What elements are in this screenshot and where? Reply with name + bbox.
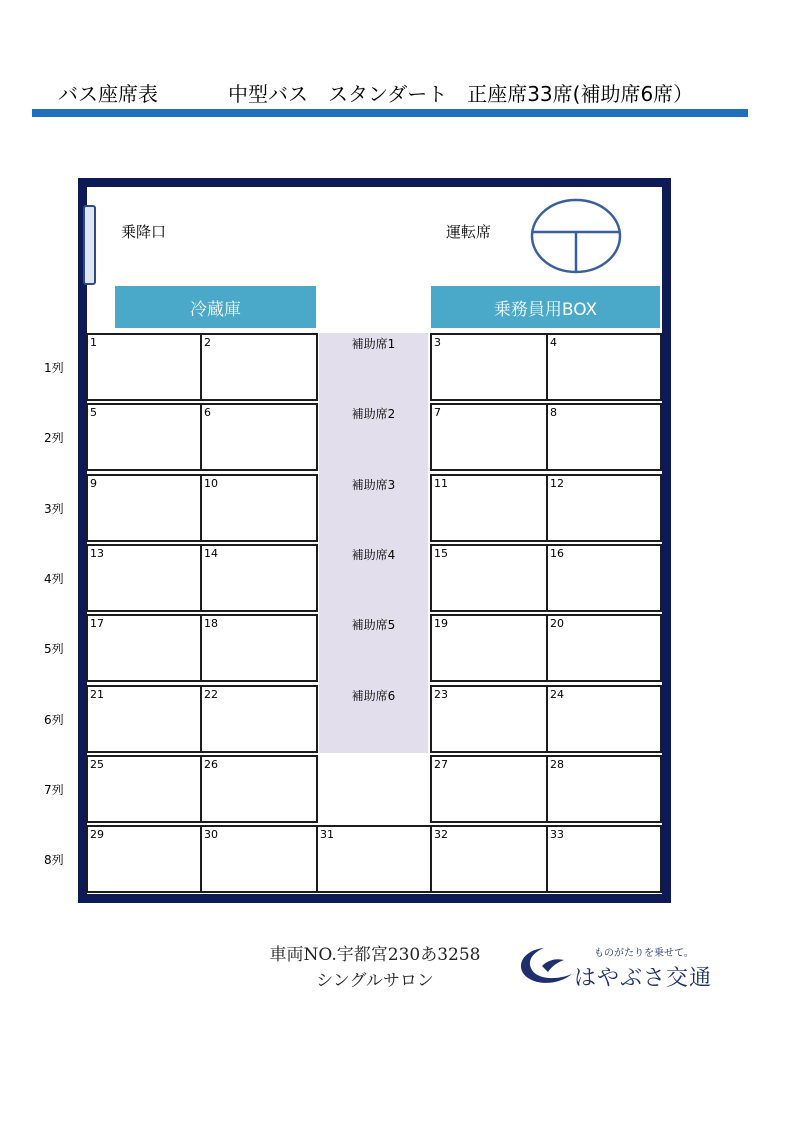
seat-number: 12 xyxy=(550,477,564,490)
seat-number: 25 xyxy=(90,758,104,771)
seat-number: 23 xyxy=(434,688,448,701)
seat-number: 28 xyxy=(550,758,564,771)
seat[interactable] xyxy=(430,333,548,401)
seat[interactable] xyxy=(546,825,662,893)
row-label: 4列 xyxy=(44,572,64,586)
seat[interactable] xyxy=(86,403,202,471)
row-label: 5列 xyxy=(44,642,64,656)
title-divider xyxy=(32,109,748,117)
aux-seat-label: 補助席6 xyxy=(351,689,396,703)
row-label: 8列 xyxy=(44,853,64,867)
aux-seat-label: 補助席4 xyxy=(351,548,396,562)
crew-box-label: 乗務員用BOX xyxy=(493,299,598,320)
seat[interactable] xyxy=(430,544,548,612)
seat[interactable] xyxy=(200,825,318,893)
seat-number: 31 xyxy=(320,828,334,841)
seat-number: 26 xyxy=(204,758,218,771)
row-label: 2列 xyxy=(44,431,64,445)
seat-number: 8 xyxy=(550,406,557,419)
door-icon xyxy=(83,205,96,285)
seat-number: 22 xyxy=(204,688,218,701)
seat[interactable] xyxy=(430,755,548,823)
seat[interactable] xyxy=(430,825,548,893)
seat[interactable] xyxy=(200,544,318,612)
seat[interactable] xyxy=(430,403,548,471)
refrigerator-label: 冷蔵庫 xyxy=(190,299,241,320)
seat-number: 18 xyxy=(204,617,218,630)
seat-number: 27 xyxy=(434,758,448,771)
row-label: 1列 xyxy=(44,361,64,375)
seat-number: 17 xyxy=(90,617,104,630)
seat-number: 16 xyxy=(550,547,564,560)
seat[interactable] xyxy=(86,474,202,542)
seat-number: 20 xyxy=(550,617,564,630)
seat[interactable] xyxy=(200,333,318,401)
seat-number: 1 xyxy=(90,336,97,349)
seat[interactable] xyxy=(200,685,318,753)
vehicle-number: 車両NO.宇都宮230あ3258 xyxy=(269,945,481,965)
seat[interactable] xyxy=(430,685,548,753)
page-title: バス座席表 xyxy=(58,82,158,106)
aux-seat-label: 補助席3 xyxy=(351,478,396,492)
seat[interactable] xyxy=(546,333,662,401)
seat[interactable] xyxy=(546,544,662,612)
seat[interactable] xyxy=(86,333,202,401)
seat[interactable] xyxy=(546,755,662,823)
seat[interactable] xyxy=(200,403,318,471)
logo-tagline: ものがたりを乗せて。 xyxy=(594,948,694,959)
seat-number: 9 xyxy=(90,477,97,490)
seat-number: 19 xyxy=(434,617,448,630)
seat-number: 33 xyxy=(550,828,564,841)
seat[interactable] xyxy=(86,825,202,893)
seat[interactable] xyxy=(86,755,202,823)
seat[interactable] xyxy=(200,755,318,823)
entrance-label: 乗降口 xyxy=(121,223,167,241)
seat[interactable] xyxy=(86,544,202,612)
aux-seat-label: 補助席2 xyxy=(351,407,396,421)
seat-number: 10 xyxy=(204,477,218,490)
aux-seat-label: 補助席1 xyxy=(351,337,396,351)
falcon-logo-icon xyxy=(514,944,574,986)
seat-number: 21 xyxy=(90,688,104,701)
seat[interactable] xyxy=(200,474,318,542)
seat[interactable] xyxy=(546,474,662,542)
seat-number: 14 xyxy=(204,547,218,560)
seat-number: 4 xyxy=(550,336,557,349)
seat[interactable] xyxy=(86,685,202,753)
seat-number: 32 xyxy=(434,828,448,841)
seat-number: 7 xyxy=(434,406,441,419)
row-label: 6列 xyxy=(44,713,64,727)
seat-number: 29 xyxy=(90,828,104,841)
seat-number: 3 xyxy=(434,336,441,349)
driver-seat-label: 運転席 xyxy=(446,223,492,241)
seat[interactable] xyxy=(546,614,662,682)
seat[interactable] xyxy=(430,474,548,542)
salon-type: シングルサロン xyxy=(316,971,434,991)
row-label: 7列 xyxy=(44,783,64,797)
row-label: 3列 xyxy=(44,502,64,516)
seat[interactable] xyxy=(430,614,548,682)
seat-number: 15 xyxy=(434,547,448,560)
crew-box xyxy=(431,286,660,328)
seat[interactable] xyxy=(200,614,318,682)
seat-number: 24 xyxy=(550,688,564,701)
seat-number: 5 xyxy=(90,406,97,419)
seat-number: 2 xyxy=(204,336,211,349)
seat-number: 6 xyxy=(204,406,211,419)
aux-seat-label: 補助席5 xyxy=(351,618,396,632)
seat-number: 11 xyxy=(434,477,448,490)
seat[interactable] xyxy=(546,685,662,753)
seat[interactable] xyxy=(546,403,662,471)
refrigerator-box xyxy=(115,286,316,328)
company-name: はやぶさ交通 xyxy=(574,966,713,991)
steering-wheel-icon xyxy=(529,196,625,276)
seat-center[interactable] xyxy=(316,825,432,893)
bus-spec-title: 中型バス スタンダート 正座席33席(補助席6席） xyxy=(228,82,694,106)
seat[interactable] xyxy=(86,614,202,682)
seat-number: 13 xyxy=(90,547,104,560)
seat-number: 30 xyxy=(204,828,218,841)
